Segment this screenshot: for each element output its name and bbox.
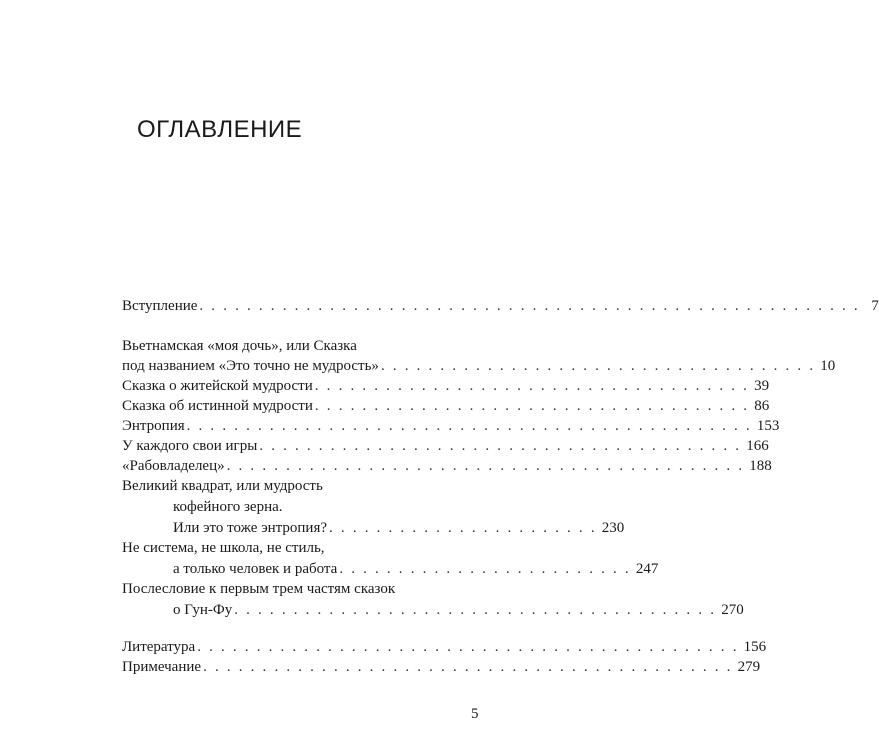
toc-entry-afterword-line1[interactable]: [122, 579, 395, 599]
toc-page-number: 270: [721, 602, 744, 618]
toc-entry-title: Литература: [122, 639, 196, 655]
toc-entry-title: Примечание: [122, 659, 202, 675]
page-number: 5: [471, 706, 479, 722]
toc-entry-not-system-line2[interactable]: [173, 559, 659, 579]
dot-leader: . . . . . . . . . . . . . . . . . . . . . . . . . . . . . . . . . . . . . . . . . . . . . . . . . . . . . . . .: [199, 298, 860, 314]
toc-entry-title: под названием «Это точно не мудрость»: [122, 358, 379, 374]
toc-entry-own-games[interactable]: [122, 436, 769, 456]
toc-entry-title: «Рабовладелец»: [122, 458, 225, 474]
toc-heading: ОГЛАВЛЕНИЕ: [137, 116, 303, 143]
dot-leader: . . . . . . . . . . . . . . . . . . . . . . .: [329, 520, 597, 536]
toc-entry-afterword-line2[interactable]: [173, 600, 744, 620]
dot-leader: . . . . . . . . . . . . . . . . . . . . . . . . .: [339, 561, 631, 577]
toc-entry-title: а только человек и работа: [173, 561, 338, 577]
toc-entry-not-system-line1[interactable]: [122, 538, 325, 558]
toc-entry-title: Великий квадрат, или мудрость: [122, 478, 323, 494]
toc-entry-notes[interactable]: [122, 657, 761, 677]
toc-page-number: 188: [749, 458, 772, 474]
toc-page-number: 247: [635, 561, 659, 577]
toc-entry-slaveholder[interactable]: [122, 456, 772, 476]
toc-entry-title: о Гун-Фу: [173, 602, 233, 618]
toc-entry-title: Сказка о житейской мудрости: [122, 378, 313, 394]
toc-entry-true-wisdom[interactable]: [122, 396, 770, 416]
dot-leader: . . . . . . . . . . . . . . . . . . . . . . . . . . . . . . . . . . . . .: [380, 358, 816, 374]
toc-entry-title: Вьетнамская «моя дочь», или Сказка: [122, 338, 357, 354]
dot-leader: . . . . . . . . . . . . . . . . . . . . . . . . . . . . . . . . . . . . . . . . .: [234, 602, 717, 618]
toc-entry-everyday-wisdom[interactable]: [122, 376, 770, 396]
toc-page-number: 7: [871, 298, 879, 314]
toc-page-number: 39: [754, 378, 770, 394]
dot-leader: . . . . . . . . . . . . . . . . . . . . . . . . . . . . . . . . . . . . . . . . . . . . .: [203, 659, 733, 675]
toc-page-number: 279: [737, 659, 761, 675]
toc-entry-literature[interactable]: [122, 637, 767, 657]
toc-entry-great-square-line2[interactable]: [173, 497, 283, 517]
toc-entry-vietnam-line1[interactable]: [122, 336, 357, 356]
dot-leader: . . . . . . . . . . . . . . . . . . . . . . . . . . . . . . . . . . . . .: [314, 398, 750, 414]
toc-page-number: 153: [756, 418, 780, 434]
toc-entry-intro[interactable]: [122, 296, 879, 316]
dot-leader: . . . . . . . . . . . . . . . . . . . . . . . . . . . . . . . . . . . . . . . . . . . . . . . .: [186, 418, 752, 434]
toc-entry-great-square-line3[interactable]: [173, 518, 625, 538]
toc-entry-title: Вступление: [122, 298, 198, 314]
dot-leader: . . . . . . . . . . . . . . . . . . . . . . . . . . . . . . . . . . . . . . . . . . . .: [226, 458, 745, 474]
dot-leader: . . . . . . . . . . . . . . . . . . . . . . . . . . . . . . . . . . . . .: [314, 378, 750, 394]
toc-page-number: 230: [601, 520, 625, 536]
toc-entry-title: Или это тоже энтропия?: [173, 520, 328, 536]
dot-leader: . . . . . . . . . . . . . . . . . . . . . . . . . . . . . . . . . . . . . . . . .: [259, 438, 742, 454]
toc-entry-title: Энтропия: [122, 418, 185, 434]
toc-page-number: 86: [754, 398, 770, 414]
toc-entry-entropy[interactable]: [122, 416, 780, 436]
toc-entry-vietnam-line2[interactable]: [122, 356, 836, 376]
toc-page-number: 156: [743, 639, 767, 655]
toc-page-number: 166: [746, 438, 769, 454]
toc-entry-great-square-line1[interactable]: [122, 476, 323, 496]
dot-leader: . . . . . . . . . . . . . . . . . . . . . . . . . . . . . . . . . . . . . . . . . . . . . .: [197, 639, 739, 655]
toc-entry-title: У каждого свои игры: [122, 438, 258, 454]
toc-entry-title: Послесловие к первым трем частям сказок: [122, 581, 396, 597]
toc-entry-title: кофейного зерна.: [173, 499, 283, 515]
toc-page-number: 10: [820, 358, 836, 374]
toc-entry-title: Не система, не школа, не стиль,: [122, 540, 325, 556]
toc-entry-title: Сказка об истинной мудрости: [122, 398, 313, 414]
